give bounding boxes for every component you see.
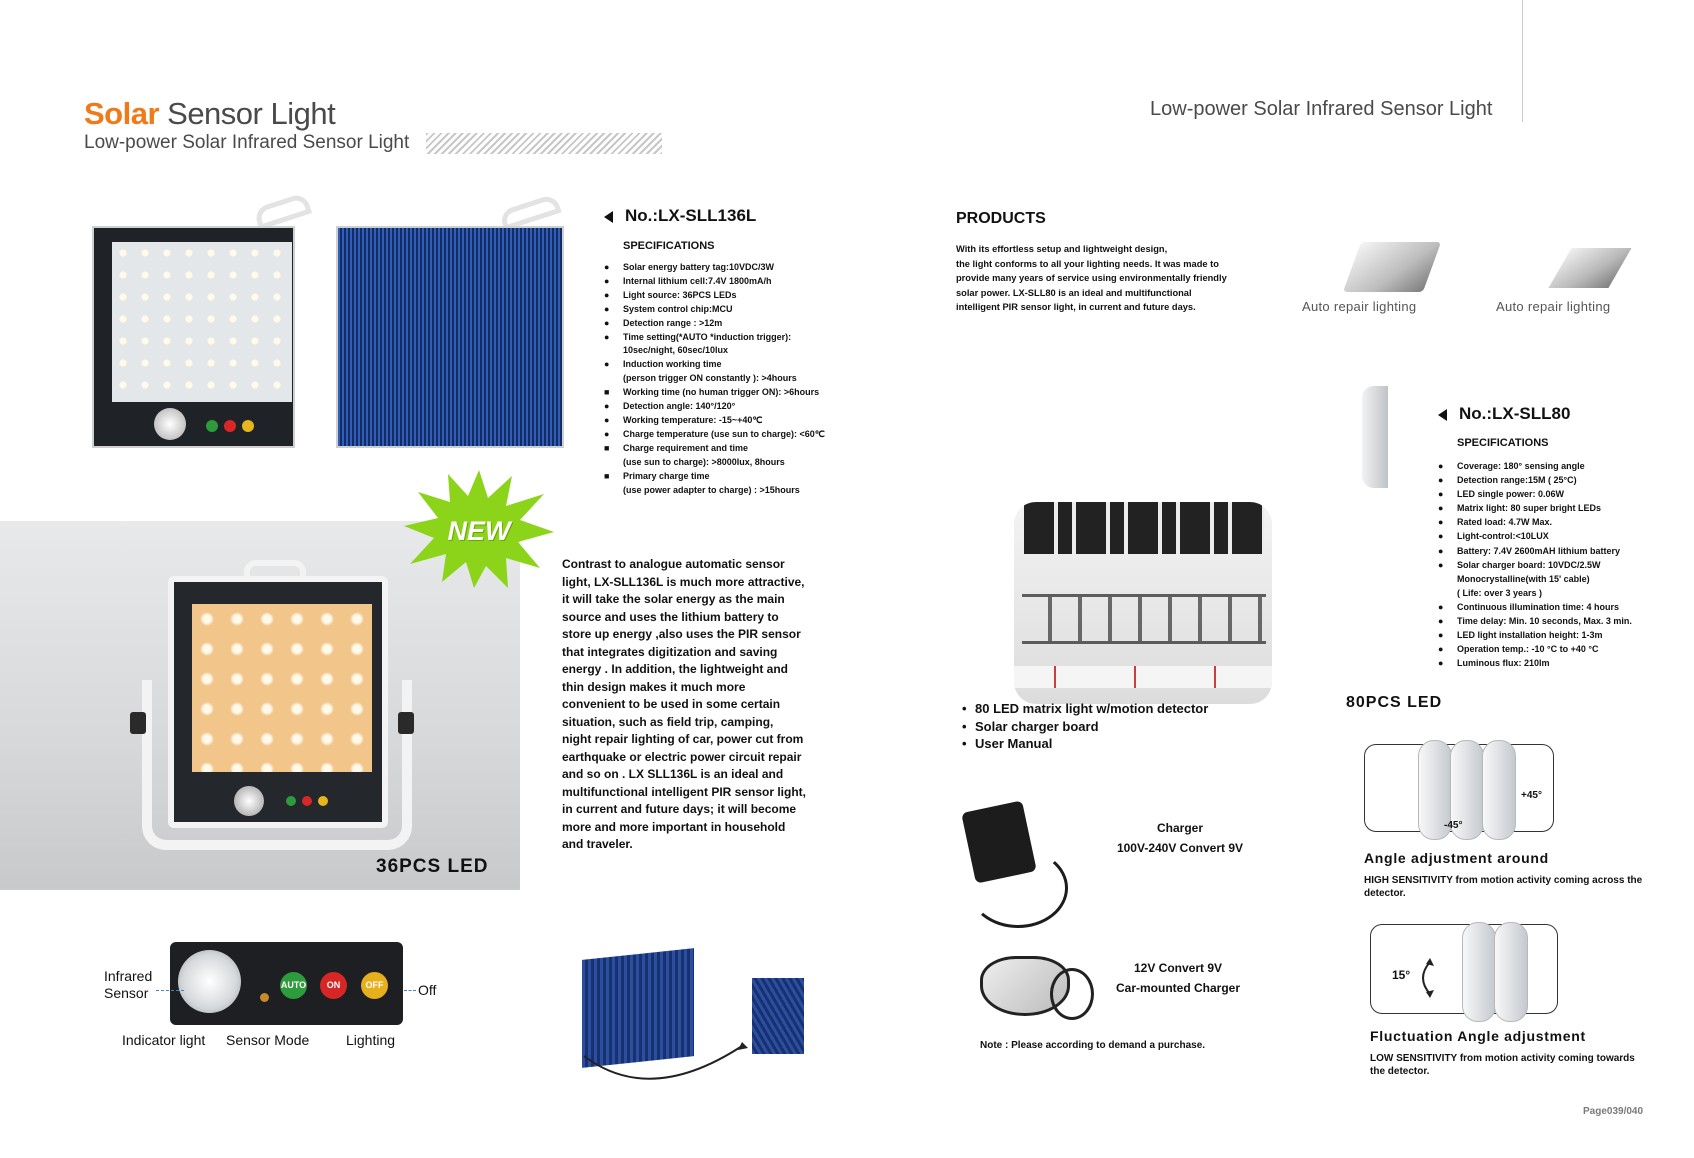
spec-item: [1438, 487, 1688, 501]
list-item-text: 80 LED matrix light w/motion detector: [975, 701, 1209, 716]
list-item: [962, 700, 1208, 718]
infrared-sensor-image: [178, 950, 241, 1013]
bullet: ●: [604, 428, 610, 439]
text-line: that integrates digitization and saving: [562, 644, 778, 659]
spec-item: [1438, 586, 1688, 600]
bullet: ●: [604, 331, 610, 342]
lamp-side-image: [1362, 386, 1388, 488]
spec-item: [1438, 515, 1688, 529]
cable-arrow-image: [580, 1036, 750, 1092]
bullet: ■: [604, 442, 610, 453]
text-line: energy . In addition, the lightweight and: [562, 662, 789, 676]
stand-knob-left: [130, 712, 146, 734]
list-item: [962, 735, 1208, 753]
spec-item: [604, 303, 894, 317]
text-line: multifunctional intelligent PIR sensor light,: [562, 784, 807, 799]
auto-repair-lighting-image: [1343, 242, 1441, 292]
spec-item: [1438, 656, 1688, 670]
spec-text: Coverage: 180° sensing angle: [1457, 461, 1585, 471]
spec-item: [604, 400, 894, 414]
leader-line: [404, 990, 416, 991]
off-indicator-image: [242, 420, 254, 432]
panel-handle-image: [253, 192, 312, 230]
spec-text: (use power adapter to charge) : >15hours: [623, 484, 800, 495]
pir-sensor-image: [154, 408, 186, 440]
spec-text: Continuous illumination time: 4 hours: [1457, 601, 1619, 612]
car-charger-cord-image: [1050, 968, 1094, 1020]
specifications-list-sll136l: [604, 261, 894, 497]
text-line: convenient to be used in some certain: [562, 697, 781, 711]
bullet: ●: [1438, 531, 1444, 542]
spec-item: [1438, 544, 1688, 558]
spec-item: [604, 344, 894, 358]
light-bars-image: [1014, 666, 1272, 688]
spec-item: [1438, 614, 1688, 628]
minus-angle-label: -45°: [1444, 820, 1463, 831]
text-line: earthquake or electric power circuit repair: [562, 749, 802, 764]
infrared-sensor-label: [104, 968, 152, 1002]
spec-text: Detection range : >12m: [623, 317, 723, 328]
text-line: night repair lighting of car, power cut from: [562, 732, 804, 746]
text-line: and traveler.: [562, 837, 633, 851]
spec-text: Operation temp.: -10 °C to +40 °C: [1457, 644, 1599, 655]
spec-item: [604, 317, 894, 331]
bullet: ●: [1438, 545, 1444, 556]
bullet: •: [962, 701, 967, 716]
hatch-decoration: [426, 133, 662, 154]
text-line: provide many years of service using environmentally friendly: [956, 273, 1227, 284]
text-line: intelligent PIR sensor light, in current and future days.: [956, 302, 1196, 313]
bullet: [604, 372, 623, 386]
spec-text: Solar energy battery tag:10VDC/3W: [623, 262, 775, 272]
spec-item: [1438, 642, 1688, 656]
bullet: ●: [1438, 489, 1444, 500]
bullet: ●: [1438, 559, 1444, 570]
bullet: ●: [604, 289, 610, 300]
bullet: ●: [604, 359, 610, 370]
thumb-caption-2: Auto repair lighting: [1496, 299, 1611, 314]
spec-text: Solar charger board: 10VDC/2.5W: [1457, 559, 1601, 570]
indicator-light-image: [260, 993, 269, 1002]
bullet: ■: [604, 470, 610, 481]
package-contents-list: [962, 700, 1208, 753]
auto-repair-lighting-image: [1548, 248, 1631, 288]
page-title: [84, 96, 335, 132]
auto-indicator-image: [286, 796, 296, 806]
list-item-text: Solar charger board: [975, 718, 1099, 734]
new-badge-text: NEW: [447, 516, 511, 546]
bullet: ●: [1438, 616, 1444, 627]
off-label: Off: [418, 982, 437, 998]
charger-1-label: [1100, 818, 1260, 858]
fluctuation-angle-title: Fluctuation Angle adjustment: [1370, 1028, 1586, 1044]
pir-sensor-image: [234, 786, 264, 816]
arrow-left-icon: [604, 211, 613, 223]
bullet: ●: [1438, 630, 1444, 641]
text-line: thin design makes it much more: [562, 679, 746, 694]
spec-text: Matrix light: 80 super bright LEDs: [1457, 503, 1602, 514]
spec-text: Working temperature: -15~+40℃: [623, 414, 763, 425]
text-line: Contrast to analogue automatic sensor: [562, 557, 785, 571]
spec-text: LED single power: 0.06W: [1457, 489, 1565, 500]
lamp-image: [1482, 740, 1516, 840]
fluctuation-angle-description: LOW SENSITIVITY from motion activity coming towards the detector.: [1370, 1053, 1635, 1077]
text-line: in current and future days; it will become: [562, 802, 797, 816]
on-button: ON: [320, 972, 347, 999]
text-line: more and more important in household: [562, 819, 786, 834]
lighting-label: Lighting: [346, 1032, 396, 1048]
spec-item: [604, 289, 894, 303]
page-divider: [1522, 0, 1523, 122]
spec-text: Detection range:15M ( 25°C): [1457, 475, 1577, 486]
spec-item: [604, 456, 894, 470]
spec-item: [1438, 600, 1688, 614]
infrared-sensor-label-line2: Sensor: [104, 985, 149, 1001]
purchase-note: Note : Please according to demand a purchase.: [980, 1040, 1206, 1051]
bullet: ●: [604, 414, 610, 425]
bullet: ●: [1438, 461, 1444, 471]
spec-item: [604, 414, 894, 428]
spec-text: Primary charge time: [623, 470, 710, 481]
arrow-left-icon: [1438, 409, 1447, 421]
spec-item: [1438, 529, 1688, 543]
auto-indicator-image: [206, 420, 218, 432]
spec-text: Light source: 36PCS LEDs: [623, 289, 737, 300]
lit-led-matrix: [192, 604, 372, 772]
bullet: ●: [1438, 503, 1444, 514]
lit-led-panel-image: [168, 576, 388, 828]
text-line: and so on . LX SLL136L is an ideal and: [562, 767, 784, 781]
lamp-image: [1462, 922, 1496, 1022]
spec-item: [1438, 628, 1688, 642]
bullet: •: [962, 718, 967, 734]
spec-text: Monocrystalline(with 15' cable): [1457, 573, 1590, 584]
spec-item: [1438, 459, 1688, 473]
model-number-sll80: [1438, 404, 1570, 424]
text-line: store up energy ,also uses the PIR sensor: [562, 627, 801, 641]
spec-text: Time setting(*AUTO *induction trigger):: [623, 331, 792, 342]
spec-text: ( Life: over 3 years ): [1457, 587, 1543, 598]
spec-text: Working time (no human trigger ON): >6hours: [623, 387, 820, 398]
spec-item: [1438, 572, 1688, 586]
led-panel-front-image: [92, 226, 295, 448]
indicator-light-label: Indicator light: [122, 1032, 206, 1048]
bullet: ●: [1438, 658, 1444, 669]
specifications-list-sll80: [1438, 459, 1688, 670]
spec-item: [604, 470, 894, 484]
lamp-image: [1494, 922, 1528, 1022]
bullet: [604, 344, 623, 358]
charger-2-label: [1102, 958, 1254, 998]
spec-text: Internal lithium cell:7.4V 1800mA/h: [623, 275, 772, 286]
text-line: it will take the solar energy as the main: [562, 592, 785, 606]
list-item-text: User Manual: [975, 736, 1053, 751]
spec-item: [604, 358, 894, 372]
bullet: ●: [604, 303, 610, 314]
thumb-caption-1: Auto repair lighting: [1302, 299, 1417, 314]
spec-item: [604, 442, 894, 456]
angle-adjustment-description: HIGH SENSITIVITY from motion activity coming across the detector.: [1364, 875, 1643, 899]
specifications-heading: SPECIFICATIONS: [1457, 437, 1549, 449]
charger-1-title: Charger: [1156, 821, 1203, 835]
bullet: [1438, 586, 1457, 600]
bullet: ●: [604, 401, 610, 412]
spec-text: Induction working time: [623, 359, 722, 370]
led-matrix-image: [112, 242, 292, 402]
solar-boards-image: [1024, 502, 1264, 554]
charger-1-spec: 100V-240V Convert 9V: [1116, 841, 1244, 855]
spec-text: Charge temperature (use sun to charge): <60℃: [623, 428, 825, 439]
text-line: light, LX-SLL136L is much more attractive,: [562, 574, 805, 589]
off-button: OFF: [361, 972, 388, 999]
charger-2-title: Car-mounted Charger: [1115, 981, 1240, 995]
off-indicator-image: [318, 796, 328, 806]
bullet: ●: [1438, 475, 1444, 486]
spec-item: [604, 484, 894, 498]
bullet: •: [962, 736, 967, 751]
cables-image: [1022, 594, 1266, 644]
angle-adjustment-title: Angle adjustment around: [1364, 850, 1549, 866]
spec-text: Light-control:<10LUX: [1457, 531, 1549, 542]
spec-text: LED light installation height: 1-3m: [1457, 630, 1603, 641]
curved-arrow-icon: [1414, 958, 1436, 998]
page-subtitle: Low-power Solar Infrared Sensor Light: [84, 132, 410, 153]
led-count-label: 36PCS LED: [376, 856, 489, 877]
spec-text: Battery: 7.4V 2600mAH lithium battery: [1457, 545, 1621, 556]
on-indicator-image: [302, 796, 312, 806]
bullet: [1438, 572, 1457, 586]
text-line: the light conforms to all your lighting needs. It was made to: [956, 258, 1219, 269]
spec-text: (person trigger ON constantly ): >4hours: [623, 373, 797, 384]
product-description: [562, 556, 832, 854]
right-page-title: Low-power Solar Infrared Sensor Light: [1150, 98, 1493, 120]
title-rest: Sensor Light: [159, 96, 336, 131]
spec-text: 10sec/night, 60sec/10lux: [623, 345, 729, 356]
page-number: Page039/040: [1583, 1106, 1644, 1117]
led-count-label: 80PCS LED: [1346, 694, 1443, 711]
model-number-sll136l: [604, 206, 756, 226]
bullet: ●: [604, 317, 610, 328]
spec-text: Detection angle: 140°/120°: [623, 401, 736, 412]
title-accent: Solar: [84, 96, 160, 131]
specifications-heading: SPECIFICATIONS: [623, 240, 715, 252]
solar-panel-angled-image: [752, 978, 804, 1054]
text-line: With its effortless setup and lightweight design,: [956, 244, 1168, 254]
spec-item: [1438, 501, 1688, 515]
stand-knob-right: [398, 712, 414, 734]
spec-text: Rated load: 4.7W Max.: [1457, 517, 1553, 528]
spec-item: [604, 275, 894, 289]
bullet: [604, 484, 623, 498]
fluctuation-angle-label: 15°: [1392, 968, 1411, 982]
charger-2-spec: 12V Convert 9V: [1133, 961, 1223, 975]
plus-angle-label: +45°: [1521, 790, 1542, 801]
leader-line: [156, 990, 184, 991]
text-line: solar power. LX-SLL80 is an ideal and multifunctional: [956, 287, 1192, 298]
spec-text: Charge requirement and time: [623, 442, 749, 453]
products-heading: PRODUCTS: [956, 210, 1046, 227]
model-number-text: No.:LX-SLL136L: [625, 206, 757, 225]
spec-item: [604, 331, 894, 345]
bullet: ●: [1438, 517, 1444, 528]
bullet: ●: [604, 275, 610, 286]
text-line: source and uses the lithium battery to: [562, 609, 779, 624]
solar-panel-back-image: [336, 226, 564, 448]
spec-item: [604, 386, 894, 400]
product-package-photo: [1014, 502, 1272, 704]
bullet: ■: [604, 387, 610, 398]
bullet: ●: [1438, 601, 1444, 612]
spec-text: (use sun to charge): >8000lux, 8hours: [623, 456, 785, 467]
bullet: ●: [1438, 644, 1444, 655]
spec-item: [1438, 558, 1688, 572]
spec-item: [1438, 473, 1688, 487]
on-indicator-image: [224, 420, 236, 432]
products-description: [956, 242, 1266, 315]
bullet: [604, 456, 623, 470]
spec-item: [604, 428, 894, 442]
charger-cord-image: [968, 848, 1068, 928]
infrared-sensor-label-line1: Infrared: [104, 968, 153, 984]
bullet: ●: [604, 262, 610, 272]
auto-mode-button: AUTO: [280, 972, 307, 999]
spec-item: [604, 372, 894, 386]
spec-text: Time delay: Min. 10 seconds, Max. 3 min.: [1457, 616, 1632, 627]
model-number-text: No.:LX-SLL80: [1459, 404, 1571, 423]
spec-text: System control chip:MCU: [623, 303, 733, 314]
text-line: situation, such as field trip, camping,: [562, 714, 774, 729]
list-item: [962, 718, 1208, 736]
spec-item: [604, 261, 894, 275]
spec-text: Luminous flux: 210lm: [1457, 658, 1550, 669]
sensor-mode-label: Sensor Mode: [226, 1032, 310, 1048]
